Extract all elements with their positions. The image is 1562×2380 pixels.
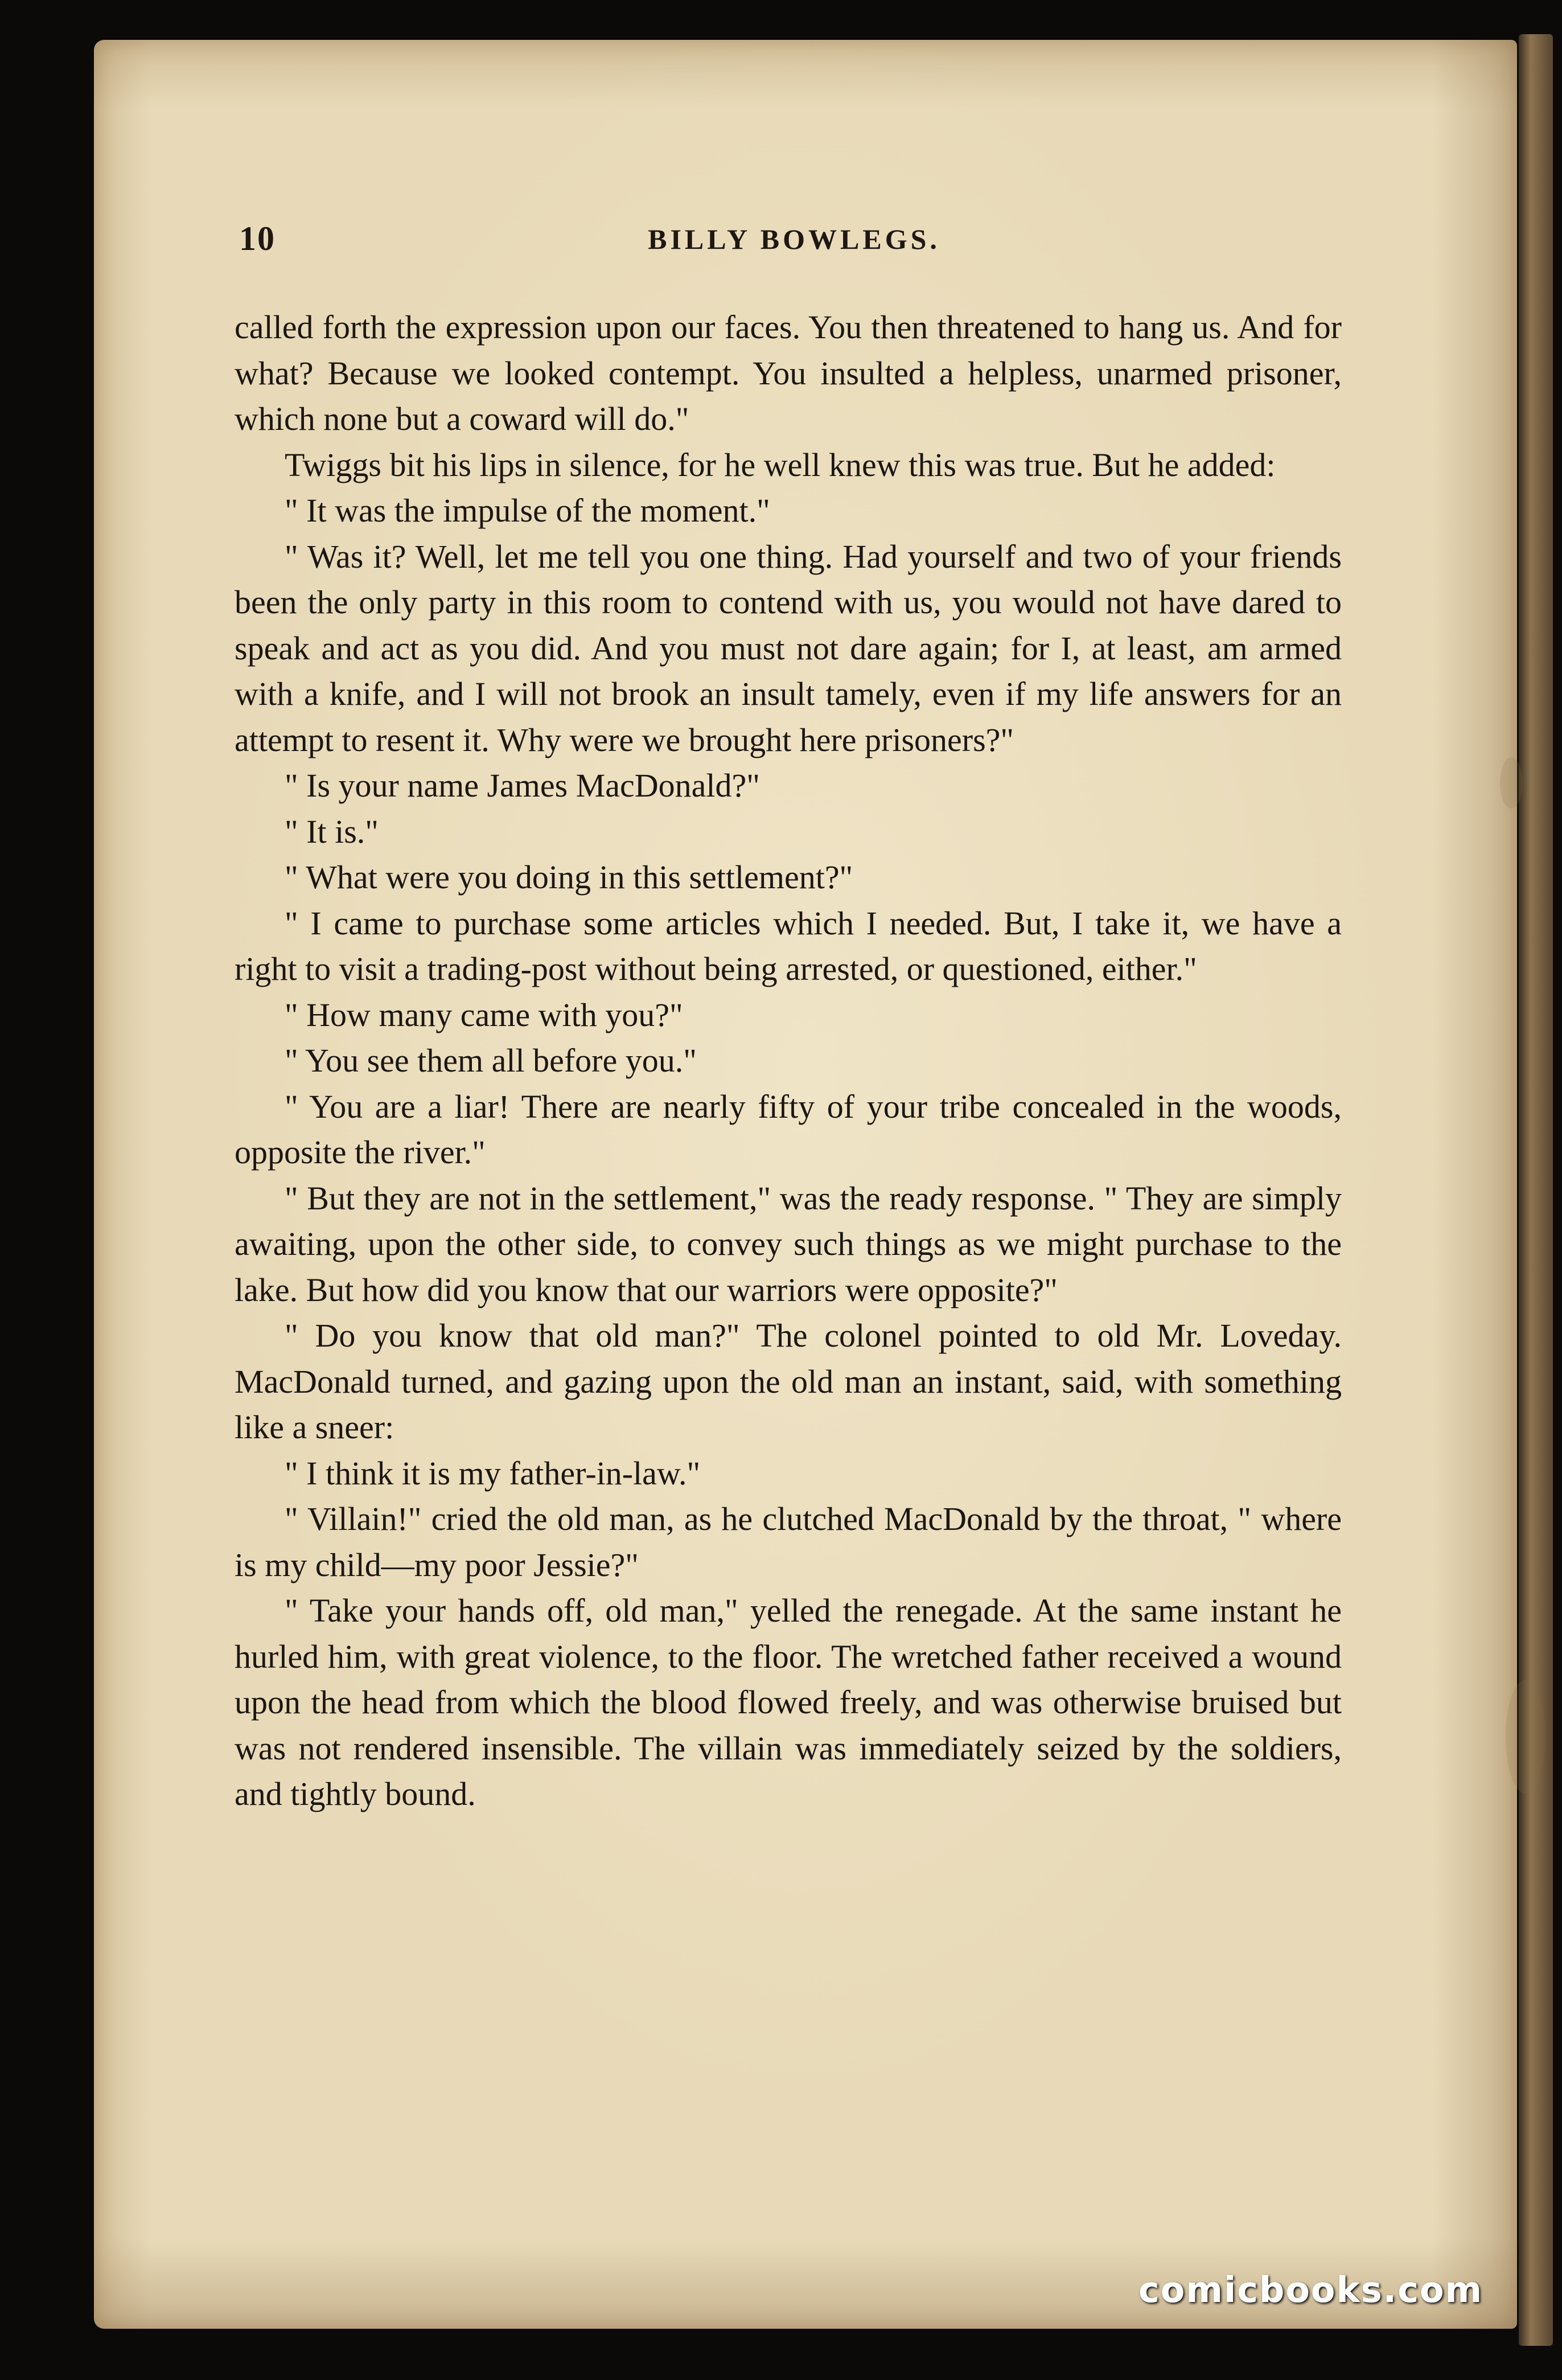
paragraph: " You are a liar! There are nearly fifty of your tribe concealed in the woods, opposite the river." bbox=[235, 1088, 1342, 1171]
paragraph: Twiggs bit his lips in silence, for he well knew this was true. But he added: bbox=[285, 446, 1276, 483]
paragraph: " But they are not in the settlement," was the ready response. " They are simply awaiting, upon the other side, to convey such things as we might purchase to the lake. But how did you know that our warriors were opposite?" bbox=[235, 1179, 1342, 1308]
running-title: BILLY BOWLEGS. bbox=[648, 223, 940, 255]
paragraph: " It was the impulse of the moment." bbox=[285, 492, 770, 529]
paragraph: " How many came with you?" bbox=[285, 996, 683, 1033]
page-header bbox=[239, 219, 1349, 265]
paragraph: " Take your hands off, old man," yelled the renegade. At the same instant he hurled him, with great violence, to the floor. The wretched father received a wound upon the head from which the blood flowed freely, and was otherwise bruised but was not rendered insensible. The villain was immediately seized by the soldiers, and tightly bound. bbox=[235, 1592, 1342, 1812]
paragraph: " Is your name James MacDonald?" bbox=[285, 767, 760, 804]
page-number: 10 bbox=[239, 220, 276, 257]
paragraph: " Was it? Well, let me tell you one thing. Had yourself and two of your friends been the only party in this room to contend with us, you would not have dared to speak and act as you did. And you must not dare again; for I, at least, am armed with a knife, and I will not brook an insult tamely, even if my life answers for an attempt to resent it. Why were we brought here prisoners?" bbox=[235, 537, 1342, 758]
book-page-edge bbox=[1519, 34, 1553, 2346]
body-text bbox=[235, 305, 1342, 1817]
page-stain bbox=[1500, 757, 1523, 809]
paragraph: " I think it is my father-in-law." bbox=[285, 1454, 701, 1492]
paragraph: called forth the expression upon our faces. You then threatened to hang us. And for what? Because we looked contempt. You insulted a helpless, unarmed prisoner, which none but a coward will do." bbox=[235, 309, 1342, 437]
page-tear-mark bbox=[1506, 1680, 1545, 1794]
paragraph: " Do you know that old man?" The colonel pointed to old Mr. Loveday. MacDonald turned, and gazing upon the old man an instant, said, with something like a sneer: bbox=[235, 1317, 1342, 1446]
site-watermark: comicbooks.com bbox=[1138, 2269, 1483, 2311]
paragraph: " I came to purchase some articles which I needed. But, I take it, we have a right to visit a trading-post without being arrested, or questioned, either." bbox=[235, 904, 1342, 987]
paragraph: " What were you doing in this settlement?" bbox=[285, 859, 853, 896]
paragraph: " It is." bbox=[285, 813, 379, 850]
paragraph: " You see them all before you." bbox=[285, 1042, 697, 1079]
paragraph: " Villain!" cried the old man, as he clutched MacDonald by the throat, " where is my child—my poor Jessie?" bbox=[235, 1500, 1342, 1583]
